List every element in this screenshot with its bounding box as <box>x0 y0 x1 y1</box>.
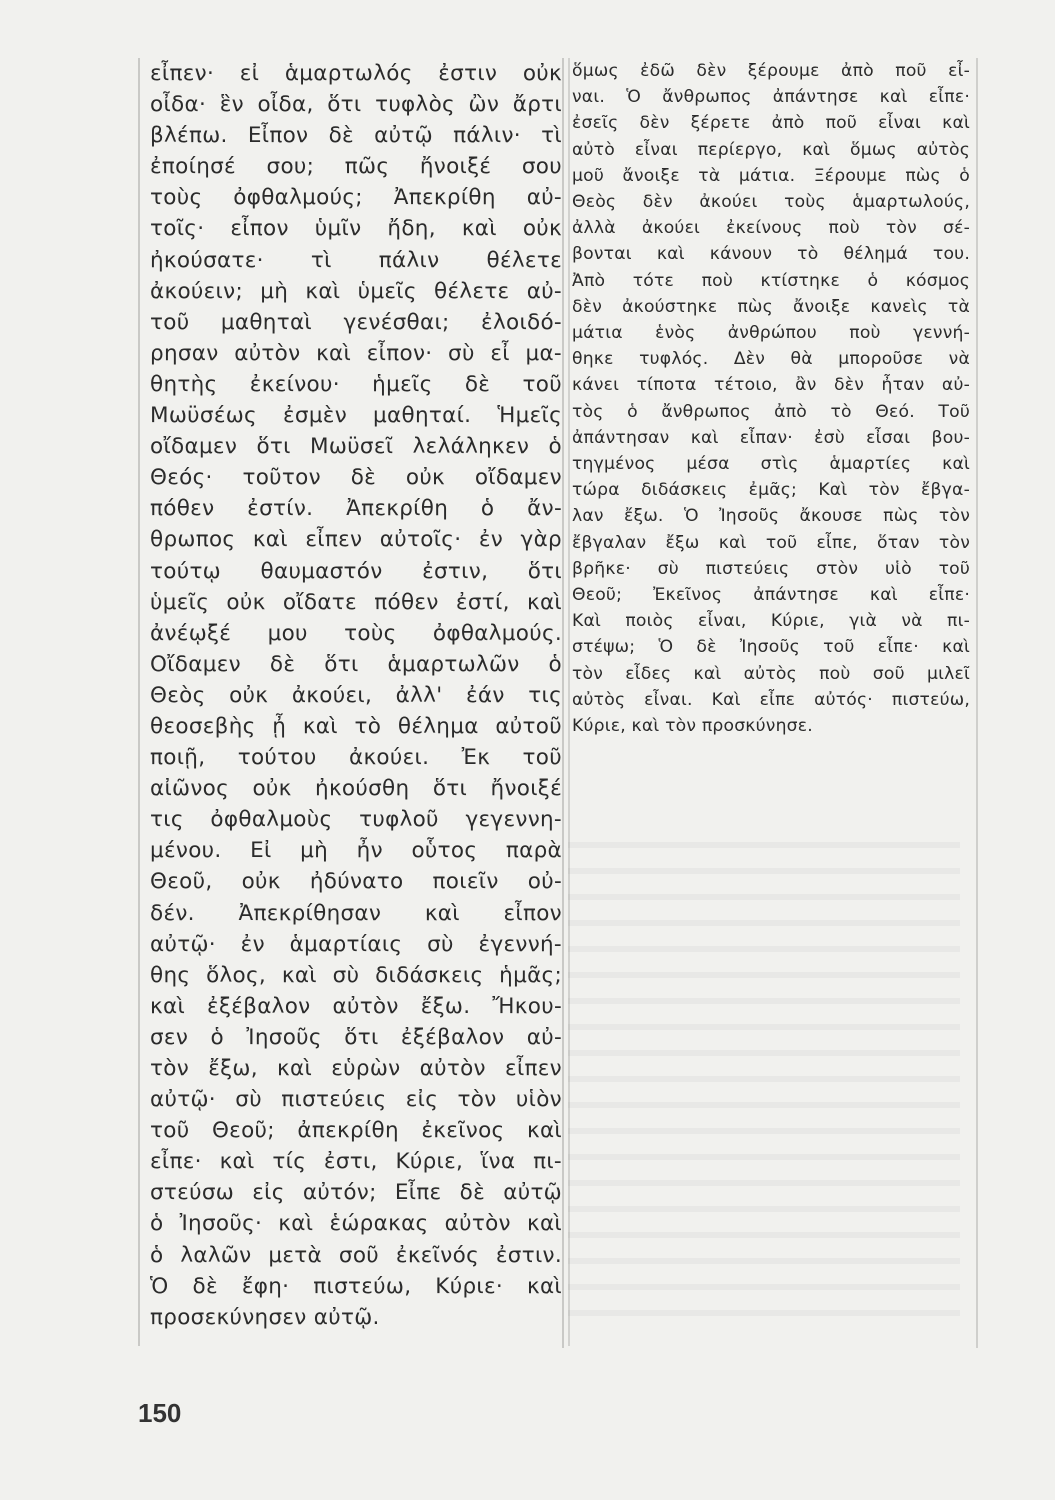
left-column-text-line: ἠκούσατε· τὶ πάλιν θέλετε <box>150 247 562 273</box>
left-column-text-line: Θεοῦ, οὐκ ἠδύνατο ποιεῖν οὐ- <box>150 869 562 895</box>
left-column-text-line: τοὺς ὀφθαλμούς; Ἀπεκρίθη αὐ- <box>150 185 562 211</box>
left-column-text-line: εἶπεν· εἰ ἁμαρτωλός ἐστιν οὐκ <box>150 61 562 86</box>
left-column-text-line: ὁ Ἰησοῦς· καὶ ἑώρακας αὐτὸν καὶ <box>150 1211 562 1237</box>
right-column-text-line: μάτια ἑνὸς ἀνθρώπου ποὺ γεννή- <box>572 323 970 344</box>
right-column-text-line: βρῆκε· σὺ πιστεύεις στὸν υἱὸ τοῦ <box>572 558 970 579</box>
right-column-text-line: λαν ἔξω. Ὁ Ἰησοῦς ἄκουσε πὼς τὸν <box>572 506 970 527</box>
left-column-text-line: αἰῶνος οὐκ ἠκούσθη ὅτι ἤνοιξέ <box>150 776 562 802</box>
left-column-text-line: ὁ λαλῶν μετὰ σοῦ ἐκεῖνός ἐστιν. <box>150 1242 562 1268</box>
left-column-text-line: τοῖς· εἶπον ὑμῖν ἤδη, καὶ οὐκ <box>150 216 562 242</box>
right-column-text-line: μοῦ ἄνοιξε τὰ μάτια. Ξέρουμε πὼς ὁ <box>572 165 970 186</box>
left-column-text-line: μένου. Εἰ μὴ ἦν οὗτος παρὰ <box>150 838 562 864</box>
left-column-text-line: εἶπε· καὶ τίς ἐστι, Κύριε, ἵνα πι- <box>150 1149 562 1175</box>
right-column-text-line: Κύριε, καὶ τὸν προσκύνησε. <box>572 716 813 737</box>
right-column-text-line: ἀπάντησαν καὶ εἶπαν· ἐσὺ εἶσαι βου- <box>572 427 970 448</box>
right-column-text-line: δὲν ἀκούστηκε πὼς ἄνοιξε κανεὶς τὰ <box>572 296 970 317</box>
right-column-text-line: ναι. Ὁ ἄνθρωπος ἀπάντησε καὶ εἶπε· <box>572 87 970 108</box>
left-column-text-line: θρωπος καὶ εἶπεν αὐτοῖς· ἐν γὰρ <box>150 527 562 553</box>
left-column-text-line: τούτῳ θαυμαστόν ἐστιν, ὅτι <box>150 558 562 584</box>
right-column-text-line: Θεὸς δὲν ἀκούει τοὺς ἁμαρτωλούς, <box>572 192 970 213</box>
left-column-text-line: καὶ ἐξέβαλον αὐτὸν ἔξω. Ἤκου- <box>150 993 562 1019</box>
right-column-text-line: ἀλλὰ ἀκούει ἐκείνους ποὺ τὸν σέ- <box>572 218 970 239</box>
left-column-text-line: ἀκούειν; μὴ καὶ ὑμεῖς θέλετε αὐ- <box>150 278 562 304</box>
right-column-text-line: Ἀπὸ τότε ποὺ κτίστηκε ὁ κόσμος <box>572 270 970 291</box>
left-column-text-line: αὐτῷ· ἐν ἁμαρτίαις σὺ ἐγεννή- <box>150 931 562 957</box>
left-column-text-line: ἀνέῳξέ μου τοὺς ὀφθαλμούς. <box>150 620 562 646</box>
left-column-text-line: βλέπω. Εἶπον δὲ αὐτῷ πάλιν· τὶ <box>150 123 562 149</box>
left-column-text-line: οἴδαμεν ὅτι Μωϋσεῖ λελάληκεν ὁ <box>150 434 562 460</box>
left-column-text-line: ὑμεῖς οὐκ οἴδατε πόθεν ἐστί, καὶ <box>150 589 562 615</box>
right-column-text-line: ἐσεῖς δὲν ξέρετε ἀπὸ ποῦ εἶναι καὶ <box>572 113 970 134</box>
right-column-text-line: αὐτὸ εἶναι περίεργο, καὶ ὅμως αὐτὸς <box>572 139 970 160</box>
right-column-text-line: βονται καὶ κάνουν τὸ θέλημά του. <box>572 244 970 265</box>
right-column-text-line: ἔβγαλαν ἔξω καὶ τοῦ εἶπε, ὅταν τὸν <box>572 532 970 553</box>
left-column-text-line: θης ὅλος, καὶ σὺ διδάσκεις ἡμᾶς; <box>150 962 562 988</box>
left-column-text-line: οἶδα· ἓν οἶδα, ὅτι τυφλὸς ὢν ἄρτι <box>150 92 562 118</box>
left-column-text-line: τις ὀφθαλμοὺς τυφλοῦ γεγεννη- <box>150 807 562 833</box>
right-column-text-line: τὸν εἶδες καὶ αὐτὸς ποὺ σοῦ μιλεῖ <box>572 663 970 684</box>
left-column-text-line: Θεός· τοῦτον δὲ οὐκ οἴδαμεν <box>150 465 562 491</box>
left-column-text-line: θητὴς ἐκείνου· ἡμεῖς δὲ τοῦ <box>150 371 562 397</box>
left-column-text-line: αὐτῷ· σὺ πιστεύεις εἰς τὸν υἱὸν <box>150 1087 562 1113</box>
left-column-text-line: στεύσω εἰς αὐτόν; Εἶπε δὲ αὐτῷ <box>150 1180 562 1206</box>
left-column-text-line: θεοσεβὴς ᾖ καὶ τὸ θέλημα αὐτοῦ <box>150 713 562 739</box>
right-column-text-line: στέψω; Ὁ δὲ Ἰησοῦς τοῦ εἶπε· καὶ <box>572 637 970 658</box>
page-number: 150 <box>138 1398 182 1428</box>
left-column-text-line: ρησαν αὐτὸν καὶ εἶπον· σὺ εἶ μα- <box>150 340 562 366</box>
left-column-text-line: τὸν ἔξω, καὶ εὑρὼν αὐτὸν εἶπεν <box>150 1056 562 1081</box>
right-column-text-line: κάνει τίποτα τέτοιο, ἂν δὲν ἦταν αὐ- <box>572 375 970 396</box>
left-column-text-line: ποιῇ, τούτου ἀκούει. Ἐκ τοῦ <box>150 745 562 771</box>
modern-greek-translation-column <box>562 58 978 1348</box>
right-column-text-line: ὅμως ἐδῶ δὲν ξέρουμε ἀπὸ ποῦ εἶ- <box>572 61 970 81</box>
left-column-text-line: προσεκύνησεν αὐτῷ. <box>150 1304 380 1330</box>
left-column-text-line: τοῦ μαθηταὶ γενέσθαι; ἐλοιδό- <box>150 309 562 335</box>
right-column-text-line: αὐτὸς εἶναι. Καὶ εἶπε αὐτός· πιστεύω, <box>572 689 970 710</box>
left-column-text-line: σεν ὁ Ἰησοῦς ὅτι ἐξέβαλον αὐ- <box>150 1024 562 1050</box>
left-column-text-line: Ὁ δὲ ἔφη· πιστεύω, Κύριε· καὶ <box>150 1273 562 1299</box>
right-column-text-line: Θεοῦ; Ἐκεῖνος ἀπάντησε καὶ εἶπε· <box>572 585 970 606</box>
right-column-text-line: τηγμένος μέσα στὶς ἁμαρτίες καὶ <box>572 454 970 475</box>
left-column-text-line: τοῦ Θεοῦ; ἀπεκρίθη ἐκεῖνος καὶ <box>150 1118 562 1144</box>
right-column-text-line: τὸς ὁ ἄνθρωπος ἀπὸ τὸ Θεό. Τοῦ <box>572 401 970 422</box>
right-column-text-line: τώρα διδάσκεις ἐμᾶς; Καὶ τὸν ἔβγα- <box>572 480 970 501</box>
left-column-text-line: Μωϋσέως ἐσμὲν μαθηταί. Ἡμεῖς <box>150 403 562 429</box>
greek-original-column <box>138 58 570 1346</box>
left-column-text-line: ἐποίησέ σου; πῶς ἤνοιξέ σου <box>150 154 562 180</box>
left-column-text-line: Θεὸς οὐκ ἀκούει, ἀλλ' ἐάν τις <box>150 682 562 708</box>
left-column-text-line: πόθεν ἐστίν. Ἀπεκρίθη ὁ ἄν- <box>150 496 562 522</box>
right-column-text-line: Καὶ ποιὸς εἶναι, Κύριε, γιὰ νὰ πι- <box>572 611 970 632</box>
left-column-text-line: δέν. Ἀπεκρίθησαν καὶ εἶπον <box>150 900 562 926</box>
left-column-text-line: Οἴδαμεν δὲ ὅτι ἁμαρτωλῶν ὁ <box>150 651 562 677</box>
right-column-text-line: θηκε τυφλός. Δὲν θὰ μποροῦσε νὰ <box>572 349 970 370</box>
